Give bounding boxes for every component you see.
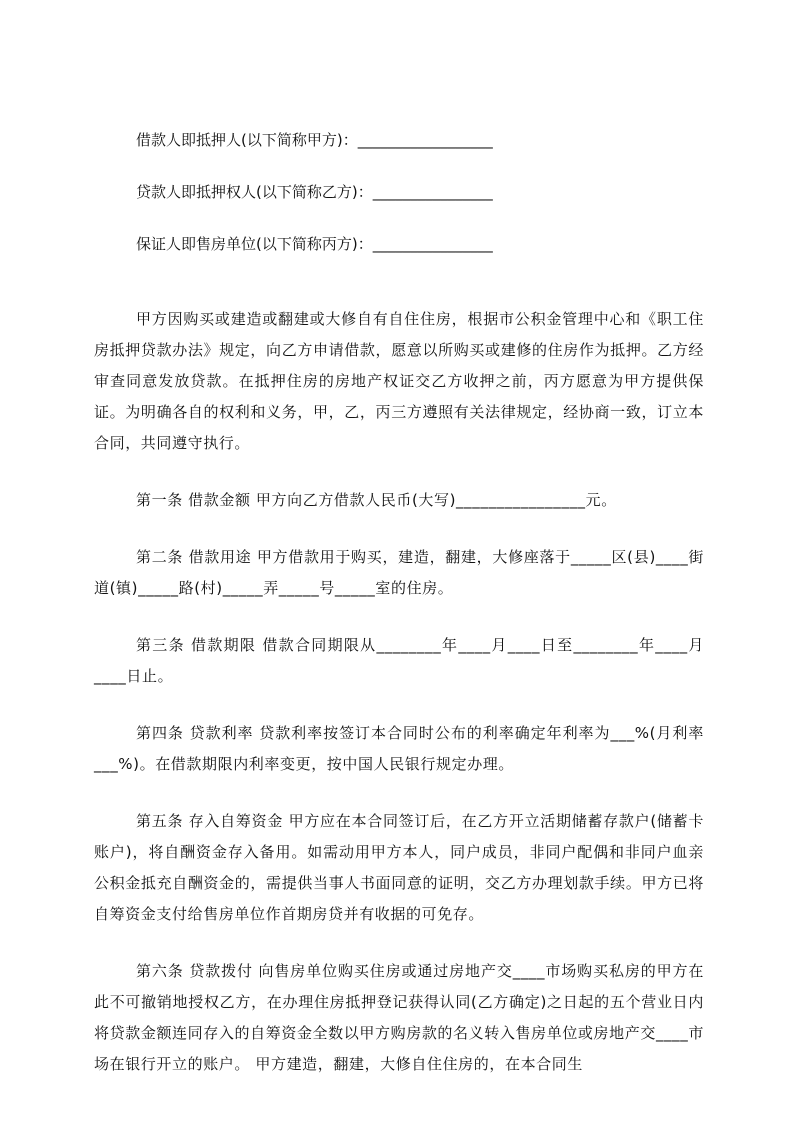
- contract-body: [94, 126, 704, 1080]
- lender-line: 贷款人即抵押权人(以下简称乙方)：________________: [136, 183, 493, 201]
- borrower-line: 借款人即抵押人(以下简称甲方)：__________________: [136, 131, 493, 149]
- article-2-paragraph: 第二条 借款用途 甲方借款用于购买，建造，翻建，大修座落于_____区(县)____街道(镇)_____路(村)_____弄_____号_____室的住房。: [94, 548, 704, 597]
- article-1-paragraph: 第一条 借款金额 甲方向乙方借款人民币(大写)________________元。: [136, 491, 617, 509]
- article-3-paragraph: 第三条 借款期限 借款合同期限从________年____月____日至________年____月____日止。: [94, 636, 704, 685]
- article-4-paragraph: 第四条 贷款利率 贷款利率按签订本合同时公布的利率确定年利率为___%(月利率___%)。在借款期限内利率变更，按中国人民银行规定办理。: [94, 724, 704, 773]
- article-5-paragraph: 第五条 存入自筹资金 甲方应在本合同签订后，在乙方开立活期储蓄存款户(储蓄卡账户)，将自酬资金存入备用。如需动用甲方本人，同户成员，非同户配偶和非同户血亲公积金抵充自酬资金的，需提供当事人书面同意的证明，交乙方办理划款手续。甲方已将自筹资金支付给售房单位作首期房贷并有收据的可免存。: [94, 812, 704, 923]
- guarantor-line: 保证人即售房单位(以下简称丙方)：________________: [136, 235, 493, 253]
- preamble-paragraph: 甲方因购买或建造或翻建或大修自有自住住房，根据市公积金管理中心和《职工住房抵押贷款办法》规定，向乙方申请借款，愿意以所购买或建修的住房作为抵押。乙方经审查同意发放贷款。在抵押住房的房地产权证交乙方收押之前，丙方愿意为甲方提供保证。为明确各自的权利和义务，甲，乙，丙三方遵照有关法律规定，经协商一致，订立本合同，共同遵守执行。: [94, 310, 704, 452]
- article-6-paragraph: 第六条 贷款拨付 向售房单位购买住房或通过房地产交____市场购买私房的甲方在此不可撤销地授权乙方，在办理住房抵押登记获得认同(乙方确定)之日起的五个营业日内将贷款金额连同存入的自筹资金全数以甲方购房款的名义转入售房单位或房地产交____市场在银行开立的账户。 甲方建造，翻建，大修自住住房的，在本合同生: [94, 962, 704, 1073]
